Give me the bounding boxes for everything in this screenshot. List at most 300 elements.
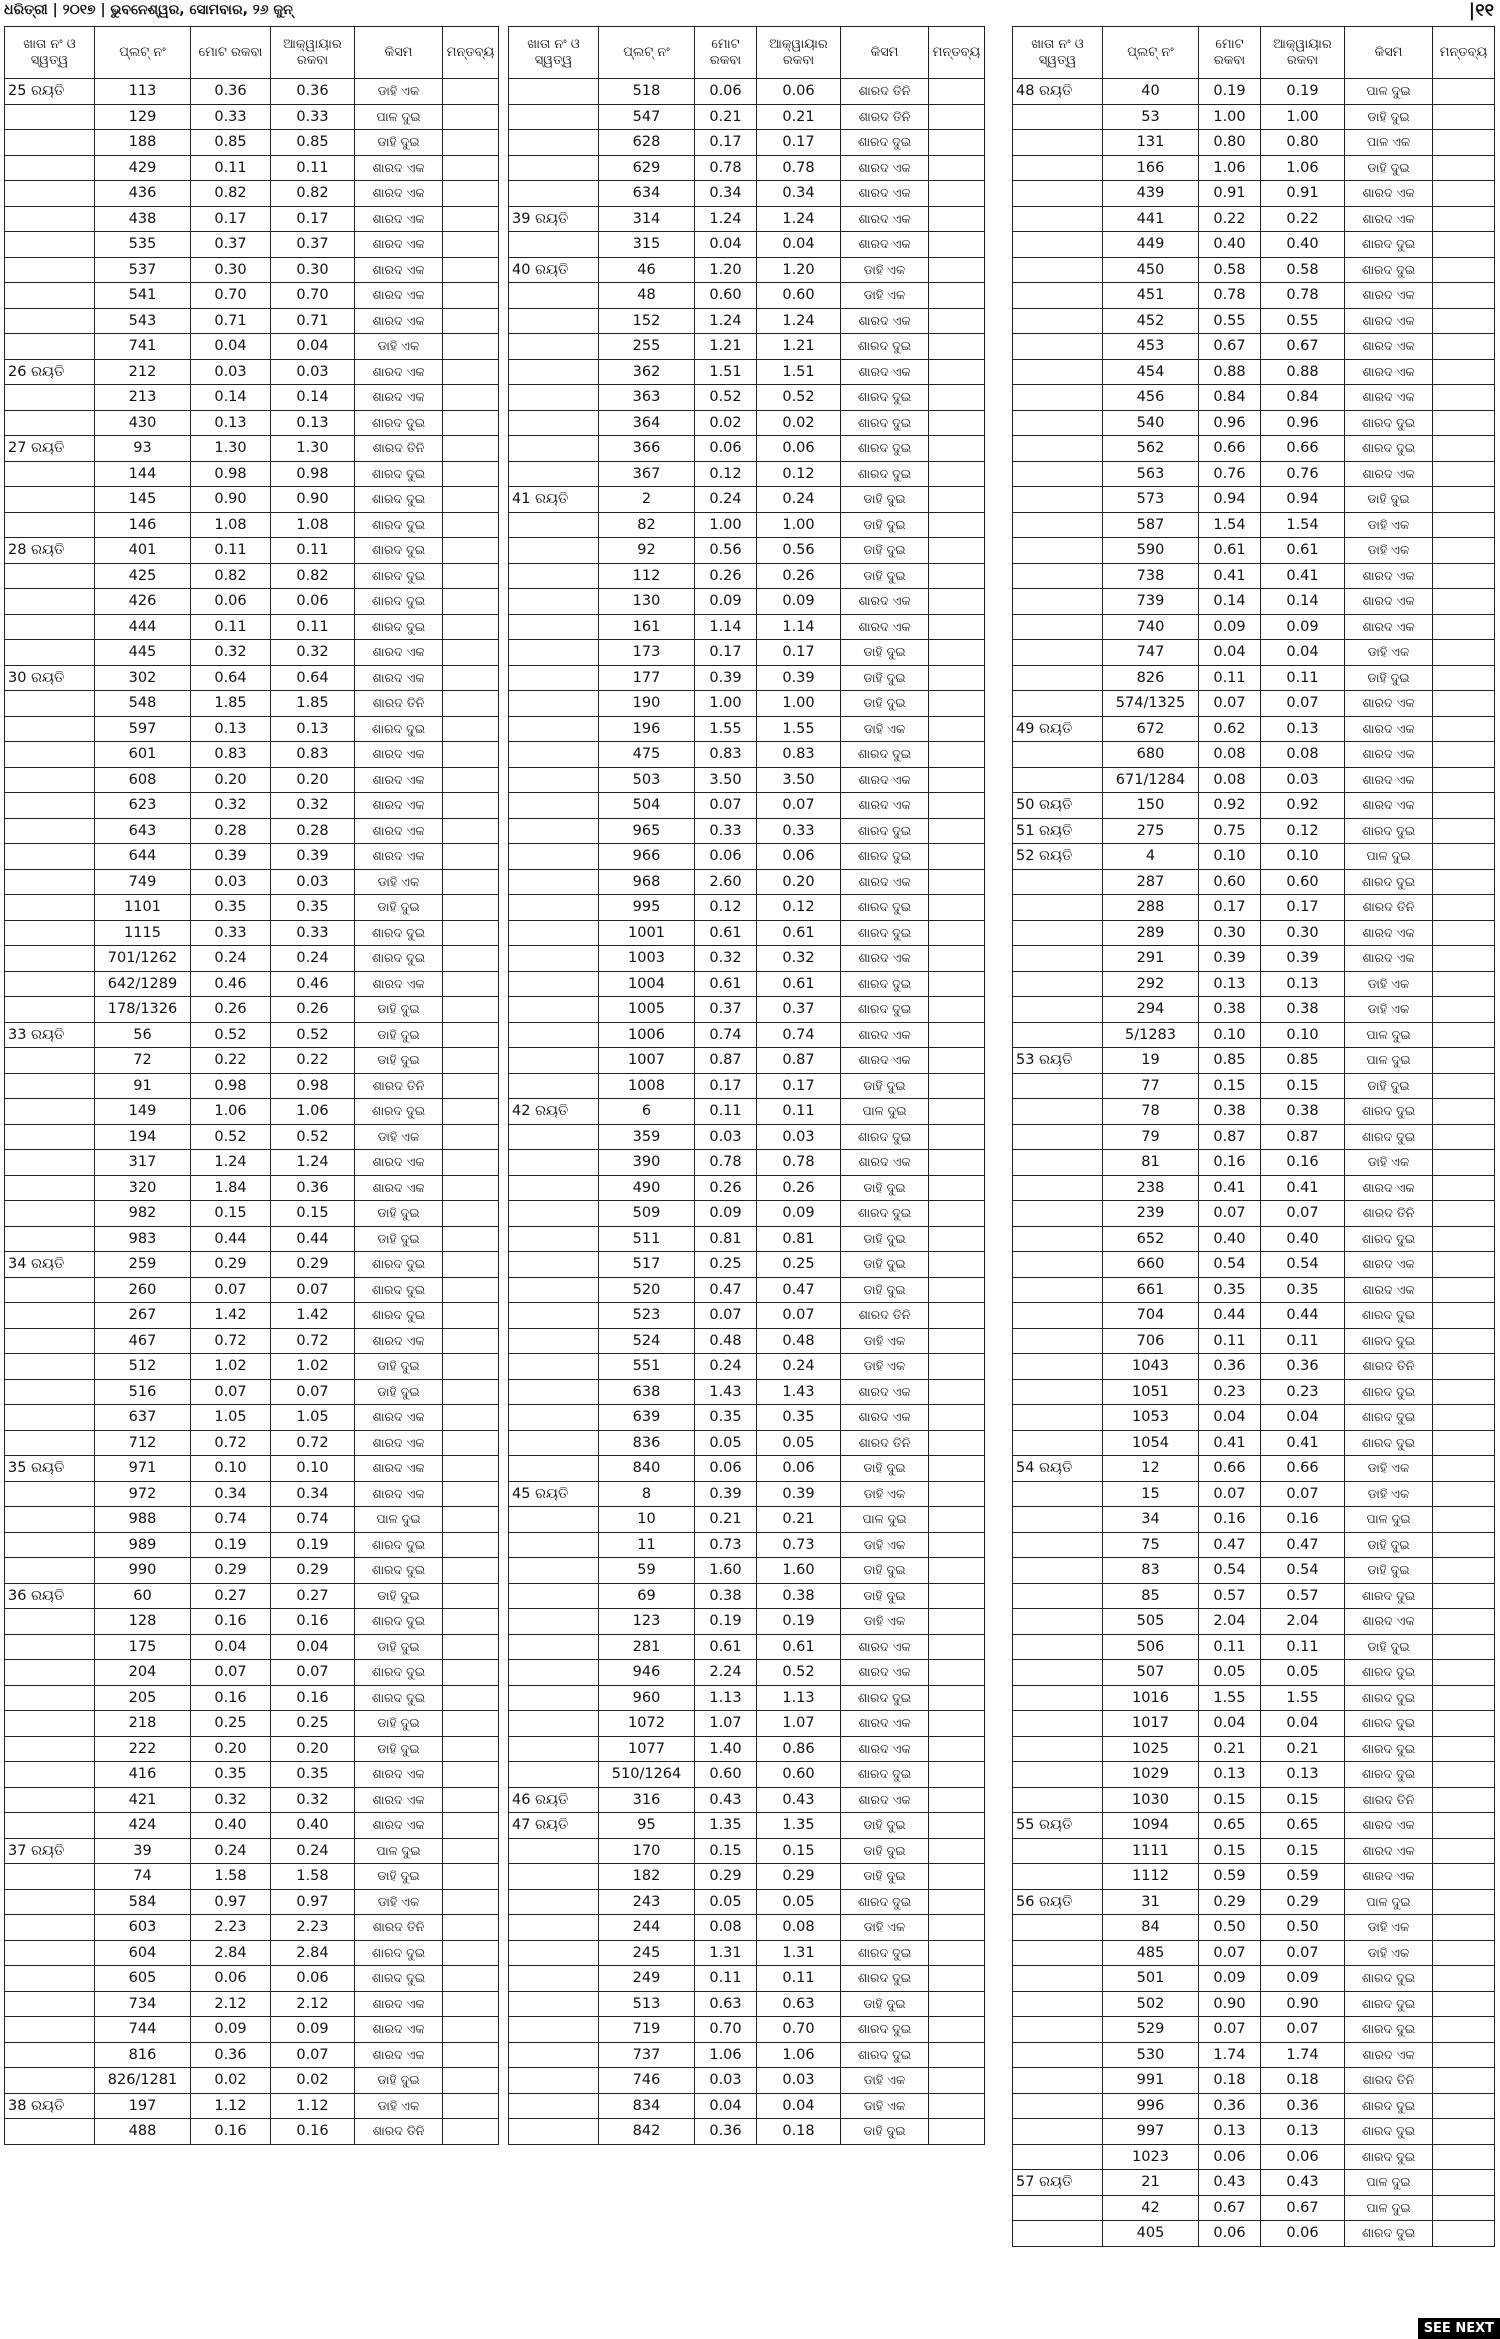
total-area-cell: 0.10 (1199, 1022, 1261, 1048)
account-cell (5, 691, 95, 717)
kind-cell: ଶାରଦ ଦୁଇ (355, 1609, 443, 1635)
table-row (5, 1634, 499, 1660)
account-cell (5, 1762, 95, 1788)
table-row (1013, 1099, 1495, 1125)
kind-cell: ଶାରଦ ଏକ (1345, 1175, 1433, 1201)
total-area-cell: 0.82 (191, 181, 271, 207)
table-row (5, 1175, 499, 1201)
remark-cell (929, 206, 985, 232)
acquired-area-cell: 0.32 (271, 1787, 355, 1813)
acquired-area-cell: 0.07 (1261, 691, 1345, 717)
table-row (5, 2042, 499, 2068)
plot-number-cell: 359 (599, 1124, 695, 1150)
plot-number-cell: 734 (95, 1991, 191, 2017)
account-cell (509, 1201, 599, 1227)
acquired-area-cell: 0.19 (271, 1532, 355, 1558)
remark-cell (1433, 2093, 1495, 2119)
kind-cell: ଡାହି ଦୁଇ (1345, 155, 1433, 181)
plot-number-cell: 988 (95, 1507, 191, 1533)
table-row (1013, 181, 1495, 207)
account-cell (1013, 1328, 1103, 1354)
plot-number-cell: 573 (1103, 487, 1199, 513)
plot-number-cell: 510/1264 (599, 1762, 695, 1788)
remark-cell (1433, 1991, 1495, 2017)
plot-number-cell: 144 (95, 461, 191, 487)
table-row (5, 1201, 499, 1227)
kind-cell: ଶାରଦ ଦୁଇ (355, 563, 443, 589)
acquired-area-cell: 0.85 (1261, 1048, 1345, 1074)
plot-number-cell: 1054 (1103, 1430, 1199, 1456)
table-row (1013, 1048, 1495, 1074)
total-area-cell: 0.06 (695, 436, 757, 462)
table-header-row (509, 27, 985, 79)
remark-cell (1433, 334, 1495, 360)
acquired-area-cell: 1.43 (757, 1379, 841, 1405)
acquired-area-cell: 0.10 (271, 1456, 355, 1482)
total-area-cell: 0.54 (1199, 1558, 1261, 1584)
plot-number-cell: 704 (1103, 1303, 1199, 1329)
plot-number-cell: 680 (1103, 742, 1199, 768)
table-row (1013, 1634, 1495, 1660)
remark-cell (929, 1532, 985, 1558)
account-cell (509, 1711, 599, 1737)
remark-cell (929, 971, 985, 997)
total-area-cell: 0.58 (1199, 257, 1261, 283)
total-area-cell: 0.98 (191, 461, 271, 487)
table-row (1013, 1226, 1495, 1252)
total-area-cell: 1.24 (695, 206, 757, 232)
acquired-area-cell: 0.04 (1261, 1711, 1345, 1737)
kind-cell: ପାଳ ଦୁଇ (355, 104, 443, 130)
acquired-area-cell: 0.25 (271, 1711, 355, 1737)
remark-cell (443, 1889, 499, 1915)
plot-number-cell: 401 (95, 538, 191, 564)
acquired-area-cell: 1.51 (757, 359, 841, 385)
kind-cell: ଡାହି ଏକ (841, 2068, 929, 2094)
plot-number-cell: 548 (95, 691, 191, 717)
kind-cell: ଶାରଦ ତିନି (841, 1303, 929, 1329)
kind-cell: ଡାହି ଦୁଇ (841, 512, 929, 538)
total-area-cell: 1.51 (695, 359, 757, 385)
table-row (509, 563, 985, 589)
table-row (1013, 2144, 1495, 2170)
kind-cell: ଶାରଦ ଦୁଇ (355, 1532, 443, 1558)
acquired-area-cell: 2.23 (271, 1915, 355, 1941)
kind-cell: ଶାରଦ ଏକ (355, 385, 443, 411)
account-cell: 30 ରୟତି (5, 665, 95, 691)
total-area-cell: 0.26 (695, 1175, 757, 1201)
plot-number-cell: 966 (599, 844, 695, 870)
account-cell: 55 ରୟତି (1013, 1813, 1103, 1839)
account-cell (1013, 1099, 1103, 1125)
total-area-cell: 0.75 (1199, 818, 1261, 844)
total-area-cell: 0.03 (191, 359, 271, 385)
table-row (5, 1379, 499, 1405)
remark-cell (1433, 410, 1495, 436)
account-cell (509, 334, 599, 360)
account-cell (509, 614, 599, 640)
acquired-area-cell: 1.42 (271, 1303, 355, 1329)
kind-cell: ଡାହି ଏକ (841, 1354, 929, 1380)
table-row (509, 181, 985, 207)
remark-cell (1433, 1634, 1495, 1660)
account-cell (509, 79, 599, 105)
total-area-cell: 0.36 (1199, 2093, 1261, 2119)
acquired-area-cell: 0.52 (757, 1660, 841, 1686)
total-area-cell: 0.04 (1199, 1711, 1261, 1737)
plot-number-cell: 150 (1103, 793, 1199, 819)
kind-cell: ଡାହି ଏକ (355, 79, 443, 105)
remark-cell (1433, 1124, 1495, 1150)
acquired-area-cell: 0.02 (271, 2068, 355, 2094)
plot-number-cell: 302 (95, 665, 191, 691)
plot-number-cell: 196 (599, 716, 695, 742)
table-row (5, 283, 499, 309)
kind-cell: ଶାରଦ ଦୁଇ (355, 487, 443, 513)
acquired-area-cell: 0.61 (1261, 538, 1345, 564)
kind-cell: ଡାହି ଦୁଇ (841, 1864, 929, 1890)
acquired-area-cell: 1.06 (1261, 155, 1345, 181)
kind-cell: ପାଳ ଦୁଇ (841, 1099, 929, 1125)
total-area-cell: 0.17 (695, 640, 757, 666)
account-cell (1013, 1430, 1103, 1456)
total-area-cell: 0.03 (695, 2068, 757, 2094)
account-cell (509, 1940, 599, 1966)
plot-number-cell: 441 (1103, 206, 1199, 232)
acquired-area-cell: 0.85 (271, 130, 355, 156)
table-row (5, 1430, 499, 1456)
total-area-cell: 0.12 (695, 895, 757, 921)
kind-cell: ପାଳ ଦୁଇ (355, 1507, 443, 1533)
plot-number-cell: 1007 (599, 1048, 695, 1074)
kind-cell: ଶାରଦ ଏକ (1345, 1864, 1433, 1890)
table-row (509, 614, 985, 640)
plot-number-cell: 175 (95, 1634, 191, 1660)
total-area-cell: 0.41 (1199, 563, 1261, 589)
remark-cell (929, 104, 985, 130)
plot-number-cell: 1029 (1103, 1762, 1199, 1788)
remark-cell (929, 1022, 985, 1048)
account-cell (5, 1175, 95, 1201)
kind-cell: ଶାରଦ ଏକ (1345, 1813, 1433, 1839)
plot-number-cell: 747 (1103, 640, 1199, 666)
plot-number-cell: 453 (1103, 334, 1199, 360)
land-table (1012, 26, 1495, 2247)
remark-cell (443, 920, 499, 946)
total-area-cell: 0.73 (695, 1532, 757, 1558)
account-cell: 51 ରୟତି (1013, 818, 1103, 844)
table-row (1013, 2195, 1495, 2221)
account-cell (509, 2042, 599, 2068)
remark-cell (929, 1991, 985, 2017)
plot-number-cell: 523 (599, 1303, 695, 1329)
total-area-cell: 0.70 (695, 2017, 757, 2043)
plot-number-cell: 502 (1103, 1991, 1199, 2017)
remark-cell (1433, 869, 1495, 895)
kind-cell: ଶାରଦ ତିନି (841, 79, 929, 105)
acquired-area-cell: 0.61 (757, 1634, 841, 1660)
remark-cell (443, 1048, 499, 1074)
remark-cell (929, 1150, 985, 1176)
account-cell (5, 997, 95, 1023)
table-row (1013, 206, 1495, 232)
kind-cell: ଶାରଦ ଏକ (355, 1481, 443, 1507)
table-row (5, 257, 499, 283)
kind-cell: ଶାରଦ ଦୁଇ (355, 1099, 443, 1125)
remark-cell (1433, 895, 1495, 921)
kind-cell: ଡାହି ଦୁଇ (355, 997, 443, 1023)
account-cell (5, 1226, 95, 1252)
acquired-area-cell: 3.50 (757, 767, 841, 793)
acquired-area-cell: 0.86 (757, 1736, 841, 1762)
kind-cell: ଶାରଦ ଦୁଇ (841, 461, 929, 487)
total-area-cell: 0.17 (1199, 895, 1261, 921)
account-cell (509, 1226, 599, 1252)
table-row (5, 206, 499, 232)
plot-number-cell: 244 (599, 1915, 695, 1941)
remark-cell (929, 869, 985, 895)
acquired-area-cell: 0.03 (757, 2068, 841, 2094)
kind-cell: ଶାରଦ ଏକ (841, 232, 929, 258)
account-cell (509, 1328, 599, 1354)
table-row (509, 1685, 985, 1711)
kind-cell: ଶାରଦ ଏକ (1345, 283, 1433, 309)
account-cell: 45 ରୟତି (509, 1481, 599, 1507)
acquired-area-cell: 0.66 (1261, 436, 1345, 462)
total-area-cell: 1.00 (695, 512, 757, 538)
total-area-cell: 0.33 (191, 104, 271, 130)
total-area-cell: 0.40 (1199, 1226, 1261, 1252)
account-cell (1013, 1864, 1103, 1890)
acquired-area-cell: 0.04 (271, 1634, 355, 1660)
account-cell (1013, 385, 1103, 411)
remark-cell (929, 410, 985, 436)
plot-number-cell: 990 (95, 1558, 191, 1584)
plot-number-cell: 205 (95, 1685, 191, 1711)
table-row (5, 589, 499, 615)
remark-cell (1433, 1354, 1495, 1380)
kind-cell: ଡାହି ଦୁଇ (841, 1277, 929, 1303)
kind-cell: ଡାହି ଦୁଇ (355, 130, 443, 156)
table-row (5, 1889, 499, 1915)
table-row (5, 308, 499, 334)
remark-cell (443, 589, 499, 615)
total-area-cell: 1.42 (191, 1303, 271, 1329)
plot-number-cell: 190 (599, 691, 695, 717)
remark-cell (1433, 1226, 1495, 1252)
table-row (5, 997, 499, 1023)
total-area-cell: 2.23 (191, 1915, 271, 1941)
acquired-area-cell: 0.33 (271, 104, 355, 130)
acquired-area-cell: 0.34 (271, 1481, 355, 1507)
table-row (1013, 436, 1495, 462)
acquired-area-cell: 0.15 (1261, 1838, 1345, 1864)
acquired-area-cell: 0.34 (757, 181, 841, 207)
table-row (1013, 1609, 1495, 1635)
plot-number-cell: 314 (599, 206, 695, 232)
remark-cell (443, 614, 499, 640)
table-row (1013, 614, 1495, 640)
account-cell (509, 1252, 599, 1278)
account-cell (5, 793, 95, 819)
remark-cell (443, 1532, 499, 1558)
total-area-cell: 0.09 (695, 589, 757, 615)
plot-number-cell: 288 (1103, 895, 1199, 921)
total-area-cell: 0.26 (695, 563, 757, 589)
plot-number-cell: 517 (599, 1252, 695, 1278)
remark-cell (443, 844, 499, 870)
account-cell (5, 1507, 95, 1533)
acquired-area-cell: 0.13 (1261, 971, 1345, 997)
total-area-cell: 0.91 (1199, 181, 1261, 207)
remark-cell (443, 691, 499, 717)
acquired-area-cell: 0.48 (757, 1328, 841, 1354)
total-area-cell: 0.15 (1199, 1787, 1261, 1813)
header-plot: ପ୍ଲଟ୍ ନଂ (1103, 27, 1199, 79)
total-area-cell: 1.30 (191, 436, 271, 462)
account-cell (509, 1507, 599, 1533)
remark-cell (443, 869, 499, 895)
total-area-cell: 0.41 (1199, 1175, 1261, 1201)
kind-cell: ଶାରଦ ଦୁଇ (841, 844, 929, 870)
total-area-cell: 0.07 (191, 1379, 271, 1405)
account-cell (1013, 2093, 1103, 2119)
table-row (1013, 1022, 1495, 1048)
acquired-area-cell: 0.19 (757, 1609, 841, 1635)
total-area-cell: 1.60 (695, 1558, 757, 1584)
plot-number-cell: 194 (95, 1124, 191, 1150)
total-area-cell: 0.15 (191, 1201, 271, 1227)
total-area-cell: 0.20 (191, 767, 271, 793)
acquired-area-cell: 1.06 (271, 1099, 355, 1125)
acquired-area-cell: 0.13 (271, 410, 355, 436)
account-cell: 28 ରୟତି (5, 538, 95, 564)
remark-cell (443, 1558, 499, 1584)
table-row (5, 1124, 499, 1150)
plot-number-cell: 294 (1103, 997, 1199, 1023)
remark-cell (929, 1787, 985, 1813)
kind-cell: ଶାରଦ ଏକ (841, 1405, 929, 1431)
total-area-cell: 0.06 (191, 1966, 271, 1992)
kind-cell: ଡାହି ଦୁଇ (1345, 665, 1433, 691)
acquired-area-cell: 0.78 (757, 155, 841, 181)
plot-number-cell: 1101 (95, 895, 191, 921)
account-cell (5, 1048, 95, 1074)
total-area-cell: 0.07 (191, 1660, 271, 1686)
account-cell (1013, 1762, 1103, 1788)
account-cell (509, 1889, 599, 1915)
plot-number-cell: 509 (599, 1201, 695, 1227)
remark-cell (1433, 1838, 1495, 1864)
header-remark: ମନ୍ତବ୍ୟ (443, 27, 499, 79)
total-area-cell: 1.24 (695, 308, 757, 334)
kind-cell: ଶାରଦ ଏକ (355, 206, 443, 232)
acquired-area-cell: 0.81 (757, 1226, 841, 1252)
account-cell (509, 104, 599, 130)
total-area-cell: 0.60 (695, 283, 757, 309)
table-row (509, 691, 985, 717)
account-cell (1013, 487, 1103, 513)
table-row (509, 665, 985, 691)
plot-number-cell: 634 (599, 181, 695, 207)
table-row (5, 1150, 499, 1176)
plot-number-cell: 161 (599, 614, 695, 640)
total-area-cell: 0.29 (191, 1558, 271, 1584)
remark-cell (443, 1175, 499, 1201)
acquired-area-cell: 0.11 (1261, 1328, 1345, 1354)
kind-cell: ଶାରଦ ଦୁଇ (355, 946, 443, 972)
remark-cell (443, 2017, 499, 2043)
remark-cell (443, 1022, 499, 1048)
remark-cell (443, 512, 499, 538)
plot-number-cell: 85 (1103, 1583, 1199, 1609)
account-cell (509, 1532, 599, 1558)
total-area-cell: 0.36 (191, 2042, 271, 2068)
total-area-cell: 0.16 (191, 1609, 271, 1635)
total-area-cell: 0.04 (695, 232, 757, 258)
remark-cell (929, 844, 985, 870)
plot-number-cell: 1111 (1103, 1838, 1199, 1864)
table-row (509, 818, 985, 844)
account-cell: 41 ରୟତି (509, 487, 599, 513)
account-cell (1013, 334, 1103, 360)
table-row (1013, 2068, 1495, 2094)
table-row (509, 1481, 985, 1507)
table-header-row (1013, 27, 1495, 79)
page-number: |୧୧ (1468, 0, 1494, 21)
table-row (509, 716, 985, 742)
kind-cell: ଶାରଦ ଏକ (841, 946, 929, 972)
acquired-area-cell: 0.33 (757, 818, 841, 844)
plot-number-cell: 197 (95, 2093, 191, 2119)
total-area-cell: 0.06 (1199, 2144, 1261, 2170)
account-cell (5, 563, 95, 589)
plot-number-cell: 449 (1103, 232, 1199, 258)
plot-number-cell: 421 (95, 1787, 191, 1813)
acquired-area-cell: 0.70 (757, 2017, 841, 2043)
remark-cell (929, 538, 985, 564)
table-row (5, 793, 499, 819)
plot-number-cell: 390 (599, 1150, 695, 1176)
table-row (509, 538, 985, 564)
kind-cell: ଶାରଦ ଦୁଇ (355, 1303, 443, 1329)
plot-number-cell: 93 (95, 436, 191, 462)
table-row (509, 1634, 985, 1660)
kind-cell: ଡାହି ଏକ (841, 716, 929, 742)
kind-cell: ଶାରଦ ଦୁଇ (841, 385, 929, 411)
remark-cell (1433, 1787, 1495, 1813)
total-area-cell: 0.11 (1199, 1328, 1261, 1354)
plot-number-cell: 530 (1103, 2042, 1199, 2068)
total-area-cell: 0.24 (191, 1838, 271, 1864)
acquired-area-cell: 0.39 (1261, 946, 1345, 972)
total-area-cell: 1.00 (695, 691, 757, 717)
plot-number-cell: 608 (95, 767, 191, 793)
acquired-area-cell: 0.16 (271, 1685, 355, 1711)
kind-cell: ଶାରଦ ଦୁଇ (355, 512, 443, 538)
acquired-area-cell: 1.21 (757, 334, 841, 360)
table-row (509, 589, 985, 615)
kind-cell: ଶାରଦ ଏକ (841, 359, 929, 385)
table-row (509, 334, 985, 360)
account-cell (509, 563, 599, 589)
account-cell (509, 818, 599, 844)
acquired-area-cell: 0.36 (271, 79, 355, 105)
plot-number-cell: 204 (95, 1660, 191, 1686)
plot-number-cell: 840 (599, 1456, 695, 1482)
account-cell (509, 2093, 599, 2119)
table-row (509, 232, 985, 258)
